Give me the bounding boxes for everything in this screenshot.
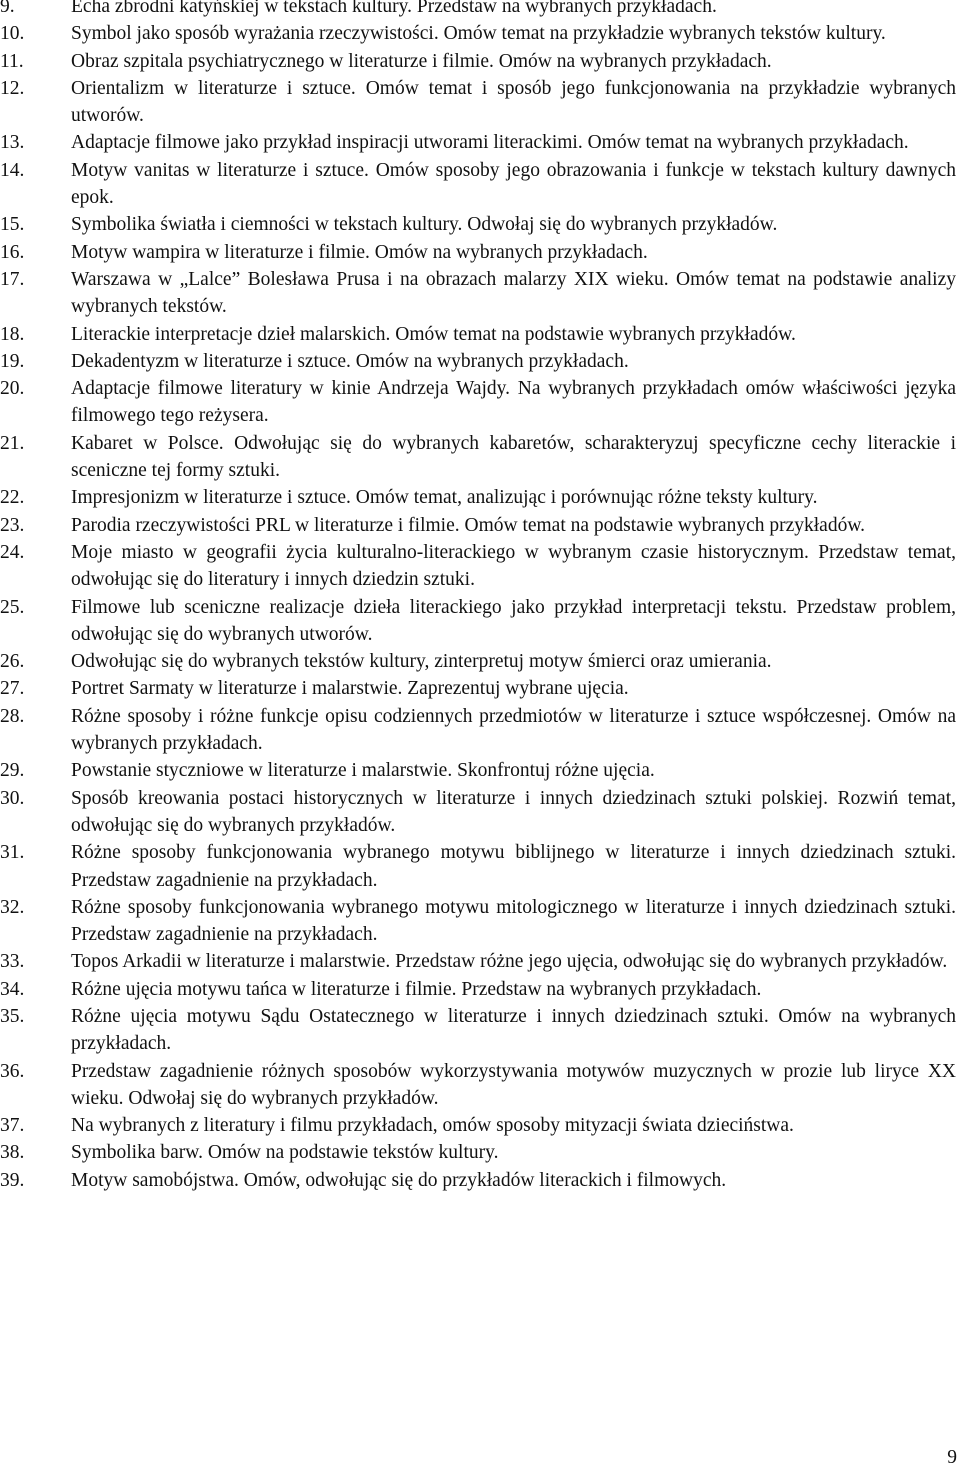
topic-text: Parodia rzeczywistości PRL w literaturze i filmie. Omów temat na podstawie wybranych przykładów. (71, 514, 866, 536)
topic-number: 17. (0, 268, 25, 290)
topic-item (0, 211, 956, 238)
topic-text: Różne ujęcia motywu Sądu Ostatecznego w literaturze i innych dziedzinach sztuki. Omów na wybranych przykładach. (71, 1005, 956, 1055)
topic-item (0, 75, 956, 130)
topic-number: 21. (0, 432, 25, 454)
topic-text: Adaptacje filmowe literatury w kinie Andrzeja Wajdy. Na wybranych przykładach omów właściwości języka filmowego tego reżysera. (71, 378, 956, 427)
topic-text: Różne ujęcia motywu tańca w literaturze i filmie. Przedstaw na wybranych przykładach. (71, 978, 762, 1000)
topic-item (0, 1003, 956, 1058)
topic-text: Orientalizm w literaturze i sztuce. Omów temat i sposób jego funkcjonowania na przykładzie wybranych utworów. (71, 77, 956, 127)
topic-item (0, 157, 956, 212)
topic-text: Motyw vanitas w literaturze i sztuce. Omów sposoby jego obrazowania i funkcje w tekstach kultury dawnych epok. (71, 159, 956, 209)
topic-text: Filmowe lub sceniczne realizacje dzieła literackiego jako przykład interpretacji tekstu. Przedstaw problem, odwołując się do wybranych utworów. (71, 596, 956, 645)
topic-item (0, 348, 956, 375)
topic-text: Kabaret w Polsce. Odwołując się do wybranych kabaretów, scharakteryzuj specyficzne cechy literackie i sceniczne tej formy sztuki. (71, 432, 956, 482)
topic-number: 35. (0, 1005, 25, 1027)
topic-number: 15. (0, 214, 25, 236)
topic-text: Sposób kreowania postaci historycznych w literaturze i innych dziedzinach sztuki polskiej. Rozwiń temat, odwołując się do wybranych przykładów. (71, 787, 956, 836)
topic-number: 37. (0, 1115, 25, 1137)
topic-number: 12. (0, 77, 25, 99)
topic-number: 28. (0, 705, 25, 727)
topic-item (0, 594, 956, 649)
topic-item (0, 0, 956, 20)
topic-item (0, 20, 956, 47)
topic-item (0, 948, 956, 975)
topic-number: 19. (0, 350, 25, 372)
topic-item (0, 894, 956, 949)
topic-text: Różne sposoby funkcjonowania wybranego motywu biblijnego w literaturze i innych dziedzinach sztuki. Przedstaw zagadnienie na przykładach. (71, 842, 956, 891)
topic-text: Symbolika barw. Omów na podstawie tekstów kultury. (71, 1142, 499, 1164)
topic-item (0, 129, 956, 156)
topic-number: 20. (0, 378, 25, 400)
topic-item (0, 1139, 956, 1166)
topic-number: 18. (0, 323, 25, 345)
topic-text: Dekadentyzm w literaturze i sztuce. Omów na wybranych przykładach. (71, 350, 629, 372)
topic-item (0, 703, 956, 758)
topic-number: 9. (0, 0, 15, 17)
topic-number: 31. (0, 842, 25, 864)
topic-item (0, 512, 956, 539)
topic-item (0, 321, 956, 348)
topic-number: 34. (0, 978, 25, 1000)
topic-text: Różne sposoby i różne funkcje opisu codziennych przedmiotów w literaturze i sztuce współczesnej. Omów na wybranych przykładach. (71, 705, 956, 755)
topic-item (0, 785, 956, 840)
topic-item (0, 484, 956, 511)
topic-number: 33. (0, 951, 25, 973)
topic-item (0, 430, 956, 485)
topic-number: 22. (0, 487, 25, 509)
topic-item (0, 648, 956, 675)
topic-text: Topos Arkadii w literaturze i malarstwie. Przedstaw różne jego ujęcia, odwołując się do wybranych przykładów. (71, 951, 948, 973)
topic-text: Motyw samobójstwa. Omów, odwołując się do przykładów literackich i filmowych. (71, 1169, 727, 1191)
topic-text: Powstanie styczniowe w literaturze i malarstwie. Skonfrontuj różne ujęcia. (71, 760, 655, 782)
topic-number: 25. (0, 596, 25, 618)
topic-item (0, 675, 956, 702)
topic-item (0, 839, 956, 894)
topic-text: Symbolika światła i ciemności w tekstach kultury. Odwołaj się do wybranych przykładów. (71, 214, 778, 236)
topic-text: Moje miasto w geografii życia kulturalno-literackiego w wybranym czasie historycznym. Przedstaw temat, odwołując się do literatury i innych dziedzin sztuki. (71, 541, 956, 591)
page-number: 9 (947, 1447, 957, 1468)
topic-number: 29. (0, 760, 25, 782)
topic-item (0, 1112, 956, 1139)
topic-item (0, 976, 956, 1003)
topic-number: 38. (0, 1142, 25, 1164)
topic-text: Warszawa w „Lalce” Bolesława Prusa i na obrazach malarzy XIX wieku. Omów temat na podstawie analizy wybranych tekstów. (71, 268, 956, 318)
topic-item (0, 48, 956, 75)
topic-text: Adaptacje filmowe jako przykład inspiracji utworami literackimi. Omów temat na wybranych przykładach. (71, 132, 909, 154)
topic-number: 13. (0, 132, 25, 154)
topic-number: 39. (0, 1169, 25, 1191)
topic-number: 26. (0, 651, 25, 673)
topic-number: 36. (0, 1060, 25, 1082)
topic-text: Symbol jako sposób wyrażania rzeczywistości. Omów temat na przykładzie wybranych tekstów kultury. (71, 23, 886, 45)
topic-number: 10. (0, 23, 25, 45)
topic-item (0, 266, 956, 321)
topic-text: Echa zbrodni katyńskiej w tekstach kultury. Przedstaw na wybranych przykładach. (71, 0, 717, 17)
topic-text: Impresjonizm w literaturze i sztuce. Omów temat, analizując i porównując różne teksty kultury. (71, 487, 818, 509)
topic-number: 27. (0, 678, 25, 700)
topic-number: 24. (0, 541, 25, 563)
topic-number: 16. (0, 241, 25, 263)
topic-text: Przedstaw zagadnienie różnych sposobów wykorzystywania motywów muzycznych w prozie lub liryce XX wieku. Odwołaj się do wybranych przykładów. (71, 1060, 956, 1109)
topic-text: Literackie interpretacje dzieł malarskich. Omów temat na podstawie wybranych przykładów. (71, 323, 796, 345)
topic-text: Różne sposoby funkcjonowania wybranego motywu mitologicznego w literaturze i innych dziedzinach sztuki. Przedstaw zagadnienie na przykładach. (71, 896, 956, 946)
topic-item (0, 239, 956, 266)
topic-text: Na wybranych z literatury i filmu przykładach, omów sposoby mityzacji świata dzieciństwa. (71, 1115, 794, 1137)
topic-item (0, 539, 956, 594)
topic-text: Portret Sarmaty w literaturze i malarstwie. Zaprezentuj wybrane ujęcia. (71, 678, 629, 700)
topic-number: 23. (0, 514, 25, 536)
topic-text: Obraz szpitala psychiatrycznego w literaturze i filmie. Omów na wybranych przykładach. (71, 50, 772, 72)
topic-item (0, 1058, 956, 1113)
topic-number: 11. (0, 50, 24, 72)
topic-item (0, 757, 956, 784)
topic-text: Motyw wampira w literaturze i filmie. Omów na wybranych przykładach. (71, 241, 648, 263)
topic-item (0, 375, 956, 430)
topic-number: 32. (0, 896, 25, 918)
topic-number: 14. (0, 159, 25, 181)
topic-text: Odwołując się do wybranych tekstów kultury, zinterpretuj motyw śmierci oraz umierania. (71, 651, 772, 673)
topic-number: 30. (0, 787, 25, 809)
topic-item (0, 1167, 956, 1194)
